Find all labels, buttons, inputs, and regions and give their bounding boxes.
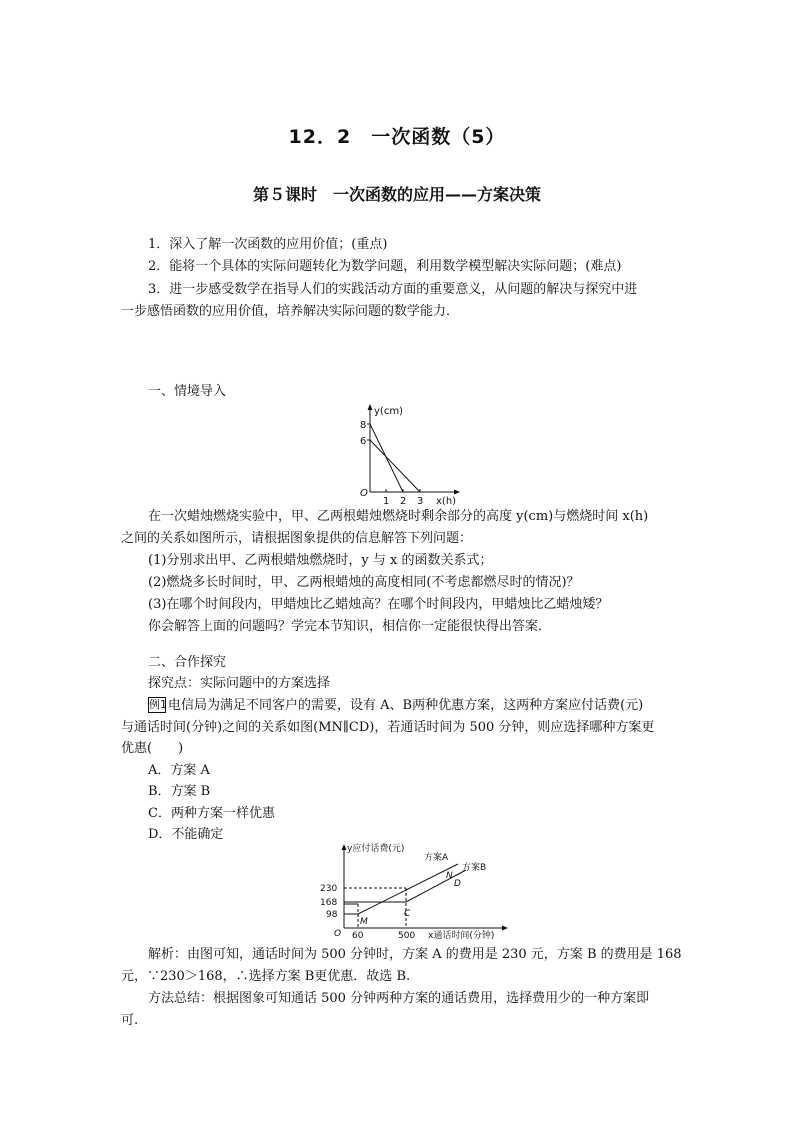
example-text-1: 电信局为满足不同客户的需要，设有 A、B两种优惠方案，这两种方案应付话费(元) xyxy=(168,698,644,713)
x-tick-1: 1 xyxy=(383,496,390,506)
y-axis-label: y应付话费(元) xyxy=(347,844,405,854)
phone-plan-figure xyxy=(316,840,516,940)
y-tick-8: 8 xyxy=(360,420,367,431)
point-d: D xyxy=(454,879,461,889)
y-axis-label: y(cm) xyxy=(374,406,403,417)
x-tick-3: 3 xyxy=(417,496,424,506)
example-line-2: 与通话时间(分钟)之间的关系如图(MN∥CD)，若通话时间为 500 分钟，则应选择哪种方案更 xyxy=(121,720,655,735)
point-m: M xyxy=(360,917,368,927)
option-b: B．方案 B xyxy=(148,784,211,799)
y-tick-168: 168 xyxy=(320,898,338,908)
s1-question-1: (1)分别求出甲、乙两根蜡烛燃烧时，y 与 x 的函数关系式； xyxy=(148,553,493,568)
y-tick-230: 230 xyxy=(320,884,338,894)
origin-label: O xyxy=(360,488,368,499)
example-line-3: 优惠( ) xyxy=(121,741,184,756)
goal-1: 1．深入了解一次函数的应用价值；(重点) xyxy=(148,237,388,252)
goal-2: 2．能将一个具体的实际问题转化为数学问题，利用数学模型解决实际问题；(难点) xyxy=(148,259,622,274)
example-line-1 xyxy=(148,695,643,716)
point-c: C xyxy=(404,909,411,919)
point-n: N xyxy=(446,871,453,881)
x-tick-500: 500 xyxy=(398,931,416,940)
goal-3: 3．进一步感受数学在指导人们的实践活动方面的重要意义，从问题的解决与探究中进 xyxy=(148,282,638,297)
x-axis-label: x(h) xyxy=(436,496,457,506)
example-badge: 例1 xyxy=(149,698,167,711)
plan-a-label: 方案A xyxy=(424,853,449,863)
y-tick-98: 98 xyxy=(326,910,338,920)
s1-text-2: 之间的关系如图所示，请根据图象提供的信息解答下列问题： xyxy=(121,531,473,546)
section1-heading: 一、情境导入 xyxy=(148,384,227,399)
line-candle-b xyxy=(370,440,420,492)
candle-figure xyxy=(348,400,468,506)
s1-text-1: 在一次蜡烛燃烧实验中，甲、乙两根蜡烛燃烧时剩余部分的高度 y(cm)与燃烧时间 x(h) xyxy=(148,509,649,524)
x-tick-2: 2 xyxy=(400,496,407,506)
s1-question-2: (2)燃烧多长时间时，甲、乙两根蜡烛的高度相同(不考虑都燃尽时的情况)？ xyxy=(148,575,580,590)
line-candle-a xyxy=(370,424,403,492)
method-line-2: 可. xyxy=(121,1013,139,1028)
section2-heading: 二、合作探究 xyxy=(148,655,227,670)
option-c: C．两种方案一样优惠 xyxy=(148,806,275,821)
plan-b-label: 方案B xyxy=(462,863,487,873)
method-line-1: 方法总结：根据图象可知通话 500 分钟两种方案的通话费用，选择费用少的一种方案即 xyxy=(148,991,650,1006)
y-tick-6: 6 xyxy=(360,436,367,447)
option-d: D．不能确定 xyxy=(148,827,224,842)
s1-text-closing: 你会解答上面的问题吗？学完本节知识，相信你一定能很快得出答案． xyxy=(148,619,552,634)
s1-question-3: (3)在哪个时间段内，甲蜡烛比乙蜡烛高？在哪个时间段内，甲蜡烛比乙蜡烛矮？ xyxy=(148,597,609,612)
page-title: 12．2 一次函数（5） xyxy=(288,126,506,148)
x-tick-60: 60 xyxy=(352,931,364,940)
analysis-line-1: 解析：由图可知，通话时间为 500 分钟时，方案 A 的费用是 230 元，方案 B 的费用是 168 xyxy=(148,947,682,962)
origin-label: O xyxy=(334,929,342,939)
line-plan-a xyxy=(358,864,458,914)
page-subtitle: 第５课时 一次函数的应用——方案决策 xyxy=(252,185,541,204)
x-axis-label: x通话时间(分钟) xyxy=(428,931,495,940)
analysis-line-2: 元，∵230＞168，∴选择方案 B更优惠．故选 B. xyxy=(121,969,411,984)
option-a: A．方案 A xyxy=(148,763,210,778)
section2-topic: 探究点：实际问题中的方案选择 xyxy=(148,676,331,691)
goal-3-cont: 一步感悟函数的应用价值，培养解决实际问题的数学能力． xyxy=(121,304,460,319)
